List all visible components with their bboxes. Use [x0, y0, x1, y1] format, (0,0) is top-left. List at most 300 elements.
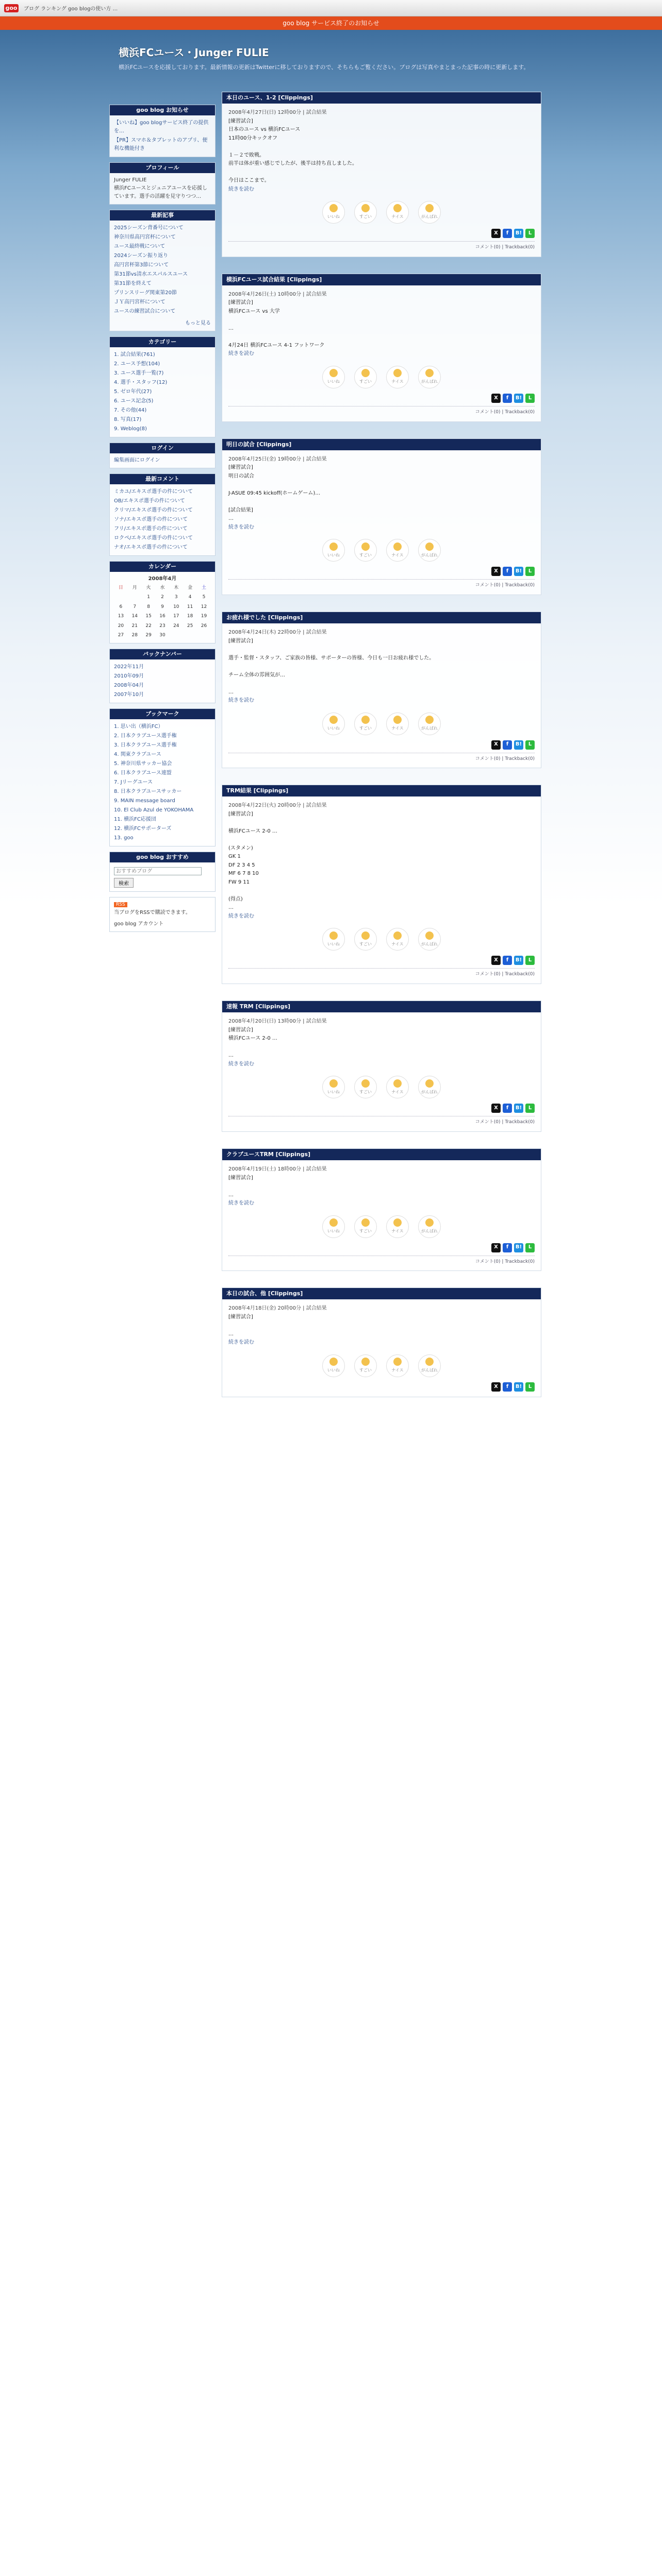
sidebar-link[interactable]: プリンスリーグ関東第20節: [114, 290, 177, 296]
post-text: [練習試合] …: [228, 1314, 253, 1337]
post-meta: 2008年4月19日(土) 18時00分 | 試合結果: [228, 1166, 327, 1173]
reaction-button[interactable]: [354, 928, 377, 951]
reaction-button[interactable]: [354, 1076, 377, 1098]
calendar-box: [109, 561, 216, 643]
reaction-label: ナイス: [391, 941, 404, 946]
line-share-icon[interactable]: L: [525, 740, 535, 750]
calendar-date[interactable]: 7: [133, 604, 137, 609]
hatena-share-icon[interactable]: B!: [514, 1104, 523, 1113]
search-box: [109, 852, 216, 892]
sidebar-link[interactable]: 2007年10月: [114, 692, 144, 698]
reaction-face-icon: [393, 543, 402, 551]
reaction-face-icon: [361, 1218, 370, 1227]
login-box: [109, 443, 216, 468]
blog-description: 横浜FCユースを応援しております。最新情報の更新はTwitterに移しておりますので、そちらもご覧ください。ブログは写真やまとまった記事の時に更新します。: [119, 64, 529, 71]
post-title[interactable]: 横浜FCユース試合結果 [Clippings]: [222, 274, 541, 285]
reaction-face-icon: [361, 716, 370, 724]
share-buttons: [228, 567, 535, 576]
post-footer[interactable]: コメント(0) | Trackback(0): [228, 753, 535, 763]
reaction-face-icon: [393, 204, 402, 212]
sidebar-link[interactable]: 7. その他(44): [114, 408, 147, 413]
search-button[interactable]: 検索: [114, 878, 134, 888]
reaction-label: ナイス: [391, 1228, 404, 1233]
blog-title[interactable]: 横浜FCユース・Junger FULIE: [119, 46, 269, 59]
sidebar-link[interactable]: 1. 試合結果(761): [114, 352, 155, 358]
sidebar-link[interactable]: 6. 日本クラブユース連盟: [114, 770, 172, 776]
reaction-button[interactable]: [354, 1354, 377, 1377]
reaction-label: がんばれ: [421, 552, 438, 557]
line-share-icon[interactable]: L: [525, 567, 535, 576]
calendar-date[interactable]: 20: [118, 623, 124, 629]
reaction-button[interactable]: [354, 366, 377, 388]
reaction-button[interactable]: [386, 713, 409, 735]
read-more-link[interactable]: 続きを読む: [228, 698, 254, 704]
reaction-face-icon: [329, 1218, 338, 1227]
calendar-day-name: 金: [188, 585, 193, 590]
calendar-date[interactable]: 16: [159, 614, 166, 619]
reaction-label: すごい: [359, 379, 372, 384]
reaction-button[interactable]: [322, 1215, 345, 1238]
account-link[interactable]: goo blog アカウント: [114, 921, 164, 927]
post-footer[interactable]: コメント(0) | Trackback(0): [228, 579, 535, 589]
reaction-face-icon: [425, 369, 434, 377]
reaction-label: いいね: [327, 379, 340, 384]
reaction-bar: [228, 713, 535, 735]
reaction-label: すごい: [359, 1228, 372, 1233]
goo-logo[interactable]: goo: [4, 4, 19, 12]
reaction-face-icon: [329, 931, 338, 940]
post-body: [222, 623, 541, 768]
x-share-icon[interactable]: X: [491, 740, 501, 750]
reaction-button[interactable]: [418, 1354, 441, 1377]
reaction-label: いいね: [327, 1228, 340, 1233]
post-title[interactable]: 本日のユース、1-2 [Clippings]: [222, 92, 541, 104]
post-footer[interactable]: コメント(0) | Trackback(0): [228, 241, 535, 251]
post-body: [222, 1299, 541, 1397]
share-buttons: [228, 1382, 535, 1392]
reaction-label: がんばれ: [421, 725, 438, 731]
reaction-label: すごい: [359, 214, 372, 219]
reaction-face-icon: [425, 1358, 434, 1366]
hatena-share-icon[interactable]: B!: [514, 567, 523, 576]
reaction-face-icon: [361, 1079, 370, 1088]
x-share-icon[interactable]: X: [491, 956, 501, 965]
reaction-label: すごい: [359, 941, 372, 946]
calendar-day-name: 火: [146, 585, 151, 590]
reaction-face-icon: [393, 716, 402, 724]
archive-heading: バックナンバー: [110, 649, 215, 659]
sidebar-link[interactable]: 2025シーズン背番号について: [114, 225, 184, 231]
sidebar-link[interactable]: 12. 横浜FCサポーターズ: [114, 826, 172, 832]
reaction-button[interactable]: [418, 366, 441, 388]
reaction-button[interactable]: [322, 928, 345, 951]
hatena-share-icon[interactable]: B!: [514, 956, 523, 965]
calendar-date[interactable]: 24: [173, 623, 179, 629]
reaction-button[interactable]: [322, 713, 345, 735]
reaction-face-icon: [361, 1358, 370, 1366]
reaction-label: がんばれ: [421, 214, 438, 219]
sidebar-link[interactable]: 4. 選手・スタッフ(12): [114, 380, 168, 385]
facebook-share-icon[interactable]: f: [503, 956, 512, 965]
sidebar-link[interactable]: 高円宮杯第3節について: [114, 262, 169, 268]
calendar-date[interactable]: 1: [147, 595, 150, 600]
reaction-label: すごい: [359, 1368, 372, 1373]
sidebar-link[interactable]: 5. 神奈川県サッカー協会: [114, 761, 172, 767]
reaction-face-icon: [425, 1079, 434, 1088]
calendar-day-name: 日: [118, 585, 123, 590]
reaction-button[interactable]: [418, 928, 441, 951]
reaction-label: ナイス: [391, 214, 404, 219]
reaction-bar: [228, 1354, 535, 1377]
reaction-label: ナイス: [391, 552, 404, 557]
calendar-date: [169, 631, 183, 640]
calendar-date[interactable]: 9: [161, 604, 164, 609]
blog-post: [222, 274, 541, 422]
hatena-share-icon[interactable]: B!: [514, 1243, 523, 1252]
calendar-date: [197, 631, 211, 640]
x-share-icon[interactable]: X: [491, 394, 501, 403]
reaction-button[interactable]: [386, 1076, 409, 1098]
reaction-face-icon: [361, 931, 370, 940]
profile-name[interactable]: Junger FULIE: [114, 177, 147, 183]
sidebar-link[interactable]: 8. 日本クラブユースサッカー: [114, 789, 182, 795]
x-share-icon[interactable]: X: [491, 1104, 501, 1113]
post-footer[interactable]: コメント(0) | Trackback(0): [228, 1116, 535, 1126]
archive-box: [109, 649, 216, 703]
rss-icon[interactable]: RSS: [114, 902, 127, 907]
calendar-date[interactable]: 15: [145, 614, 152, 619]
notice-heading: goo blog お知らせ: [110, 105, 215, 115]
post-body: [222, 796, 541, 984]
calendar-date[interactable]: 23: [159, 623, 166, 629]
sidebar-link[interactable]: 9. MAIN message board: [114, 798, 175, 804]
calendar-date[interactable]: 8: [147, 604, 150, 609]
reaction-face-icon: [393, 1218, 402, 1227]
reaction-button[interactable]: [418, 539, 441, 562]
calendar-date[interactable]: 3: [174, 595, 178, 600]
calendar-date[interactable]: 6: [119, 604, 123, 609]
category-list: [110, 347, 215, 437]
profile-heading: プロフィール: [110, 163, 215, 173]
calendar-date[interactable]: 13: [118, 614, 124, 619]
hatena-share-icon[interactable]: B!: [514, 740, 523, 750]
sidebar-link[interactable]: 2022年11月: [114, 664, 144, 670]
calendar-date[interactable]: 4: [188, 595, 192, 600]
reaction-face-icon: [393, 369, 402, 377]
line-share-icon[interactable]: L: [525, 1382, 535, 1392]
hatena-share-icon[interactable]: B!: [514, 394, 523, 403]
sidebar-link[interactable]: ユースの練習試合について: [114, 309, 176, 314]
reaction-button[interactable]: [386, 201, 409, 224]
sidebar-link[interactable]: 2024シーズン振り返り: [114, 253, 168, 259]
facebook-share-icon[interactable]: f: [503, 567, 512, 576]
reaction-label: いいね: [327, 941, 340, 946]
reaction-face-icon: [425, 543, 434, 551]
sidebar-link[interactable]: ミカユ/エキスポ選手の件について: [114, 489, 193, 495]
notice-box: [109, 105, 216, 157]
calendar-date[interactable]: 28: [131, 632, 138, 638]
reaction-bar: [228, 366, 535, 388]
sidebar-link[interactable]: ナオ/エキスポ選手の件について: [114, 545, 188, 550]
read-more-link[interactable]: 続きを読む: [228, 1340, 254, 1346]
post-text: [練習試合] …: [228, 1175, 253, 1198]
reaction-button[interactable]: [418, 713, 441, 735]
sidebar-link[interactable]: 2008年04月: [114, 683, 144, 689]
calendar-heading: カレンダー: [110, 562, 215, 572]
reaction-button[interactable]: [354, 713, 377, 735]
search-input[interactable]: [114, 867, 202, 875]
calendar-date[interactable]: 14: [131, 614, 138, 619]
facebook-share-icon[interactable]: f: [503, 394, 512, 403]
post-meta: 2008年4月18日(金) 20時00分 | 試合結果: [228, 1306, 327, 1312]
reaction-label: がんばれ: [421, 941, 438, 946]
reaction-button[interactable]: [386, 539, 409, 562]
blog-post: [222, 438, 541, 595]
blog-post: [222, 1148, 541, 1271]
calendar-day-name: 木: [174, 585, 179, 590]
reaction-button[interactable]: [354, 201, 377, 224]
comments-list: [110, 484, 215, 555]
calendar-date[interactable]: 19: [201, 614, 207, 619]
recent-more-link[interactable]: もっと見る: [185, 320, 211, 326]
reaction-face-icon: [361, 369, 370, 377]
reaction-label: ナイス: [391, 379, 404, 384]
x-share-icon[interactable]: X: [491, 567, 501, 576]
read-more-link[interactable]: 続きを読む: [228, 186, 254, 192]
facebook-share-icon[interactable]: f: [503, 1243, 512, 1252]
calendar-date[interactable]: 27: [118, 632, 124, 638]
reaction-button[interactable]: [354, 539, 377, 562]
post-meta: 2008年4月20日(日) 13時00分 | 試合結果: [228, 1019, 327, 1025]
blog-post: [222, 92, 541, 257]
reaction-label: ナイス: [391, 1089, 404, 1094]
facebook-share-icon[interactable]: f: [503, 1382, 512, 1392]
post-title[interactable]: 速報 TRM [Clippings]: [222, 1001, 541, 1012]
reaction-face-icon: [393, 1358, 402, 1366]
post-title[interactable]: 本日の試合、他 [Clippings]: [222, 1288, 541, 1299]
post-meta: 2008年4月25日(金) 19時00分 | 試合結果: [228, 456, 327, 462]
calendar-date[interactable]: 17: [173, 614, 179, 619]
reaction-button[interactable]: [322, 201, 345, 224]
bookmark-heading: ブックマーク: [110, 709, 215, 719]
reaction-button[interactable]: [354, 1215, 377, 1238]
sidebar-link[interactable]: 【PR】スマホ＆タブレットのアプリ、便利な機能付き: [114, 138, 208, 151]
post-body: [222, 450, 541, 595]
sidebar: [109, 105, 216, 937]
x-share-icon[interactable]: X: [491, 229, 501, 238]
reaction-label: いいね: [327, 725, 340, 731]
calendar-date[interactable]: 2: [161, 595, 164, 600]
sidebar-link[interactable]: 5. ゼロ年代(27): [114, 389, 152, 395]
sidebar-link[interactable]: ロクペ/エキスポ選手の件について: [114, 535, 193, 541]
sidebar-link[interactable]: OB/エキスポ選手の件について: [114, 498, 185, 504]
reaction-button[interactable]: [386, 1354, 409, 1377]
x-share-icon[interactable]: X: [491, 1382, 501, 1392]
blog-page: [109, 30, 541, 2576]
reaction-button[interactable]: [322, 1354, 345, 1377]
post-footer[interactable]: コメント(0) | Trackback(0): [228, 1256, 535, 1266]
reaction-face-icon: [329, 204, 338, 212]
sidebar-link[interactable]: フリ/エキスポ選手の件について: [114, 526, 188, 532]
reaction-label: いいね: [327, 552, 340, 557]
sidebar-link[interactable]: クリマ/エキスポ選手の件について: [114, 507, 193, 513]
reaction-button[interactable]: [322, 539, 345, 562]
read-more-link[interactable]: 続きを読む: [228, 1200, 254, 1207]
post-meta: 2008年4月26日(土) 10時00分 | 試合結果: [228, 291, 327, 297]
facebook-share-icon[interactable]: f: [503, 740, 512, 750]
sidebar-link[interactable]: 【いいね】goo blogサービス終了の提供を…: [114, 120, 209, 134]
calendar-date[interactable]: 10: [173, 604, 179, 609]
reaction-face-icon: [393, 1079, 402, 1088]
reaction-label: ナイス: [391, 725, 404, 731]
blog-post: [222, 612, 541, 768]
reaction-face-icon: [361, 204, 370, 212]
hatena-share-icon[interactable]: B!: [514, 1382, 523, 1392]
calendar-date[interactable]: 11: [187, 604, 193, 609]
reaction-button[interactable]: [418, 1076, 441, 1098]
reaction-button[interactable]: [322, 1076, 345, 1098]
profile-box: [109, 162, 216, 205]
reaction-face-icon: [329, 369, 338, 377]
sidebar-link[interactable]: 13. goo: [114, 835, 134, 841]
profile-text: 横浜FCユースとジュニアユースを応援しています。選手の活躍を見守りつつ…: [114, 185, 208, 199]
post-title[interactable]: TRM結果 [Clippings]: [222, 785, 541, 796]
reaction-button[interactable]: [386, 366, 409, 388]
sidebar-link[interactable]: 11. 横浜FC応援団: [114, 817, 156, 823]
sidebar-link[interactable]: 8. 写真(17): [114, 417, 142, 422]
reaction-face-icon: [329, 1358, 338, 1366]
read-more-link[interactable]: 続きを読む: [228, 351, 254, 357]
calendar-date[interactable]: 5: [202, 595, 206, 600]
rss-text: 当ブログをRSSで購読できます。: [114, 910, 191, 916]
calendar-date: [128, 592, 142, 602]
hatena-share-icon[interactable]: B!: [514, 229, 523, 238]
read-more-link[interactable]: 続きを読む: [228, 1061, 254, 1067]
calendar-date[interactable]: 21: [131, 623, 138, 629]
post-footer[interactable]: コメント(0) | Trackback(0): [228, 406, 535, 416]
comments-heading: 最新コメント: [110, 474, 215, 484]
reaction-button[interactable]: [386, 928, 409, 951]
recent-posts-heading: 最新記事: [110, 210, 215, 221]
post-title[interactable]: 明日の試合 [Clippings]: [222, 439, 541, 450]
line-share-icon[interactable]: L: [525, 1243, 535, 1252]
reaction-label: がんばれ: [421, 1228, 438, 1233]
calendar-date[interactable]: 26: [201, 623, 207, 629]
sidebar-link[interactable]: 9. Weblog(8): [114, 426, 147, 432]
reaction-label: すごい: [359, 1089, 372, 1094]
sidebar-link[interactable]: 2. 日本クラブユース選手権: [114, 733, 177, 739]
line-share-icon[interactable]: L: [525, 394, 535, 403]
reaction-label: すごい: [359, 552, 372, 557]
login-link[interactable]: 編集画面にログイン: [114, 457, 160, 463]
facebook-share-icon[interactable]: f: [503, 1104, 512, 1113]
sidebar-link[interactable]: 6. ユース記念(5): [114, 398, 154, 404]
bookmark-list: [110, 719, 215, 846]
reaction-button[interactable]: [322, 366, 345, 388]
post-meta: 2008年4月22日(火) 20時00分 | 試合結果: [228, 803, 327, 809]
sidebar-link[interactable]: ソナ/エキスポ選手の件について: [114, 517, 188, 522]
post-text: [練習試合] 日本のユース vs 横浜FCユース 11時00分キックオフ １－２で敗戦。 前半は体が重い感じでしたが、後半は持ち直しました。 今日はここまで。: [228, 118, 357, 183]
read-more-link[interactable]: 続きを読む: [228, 913, 254, 919]
reaction-face-icon: [329, 543, 338, 551]
sidebar-link[interactable]: 2. ユース予想(104): [114, 361, 160, 367]
post-meta: 2008年4月27日(日) 12時00分 | 試合結果: [228, 110, 327, 115]
post-text: [練習試合] 横浜FCユース vs 大学 … 4月24日 横浜FCユース 4-1 フットワーク: [228, 300, 325, 348]
share-buttons: [228, 1104, 535, 1113]
sidebar-link[interactable]: 神奈川県高円宮杯について: [114, 234, 176, 240]
reaction-face-icon: [425, 716, 434, 724]
line-share-icon[interactable]: L: [525, 229, 535, 238]
post-body: [222, 1160, 541, 1270]
sidebar-link[interactable]: 第31節を終えて: [114, 281, 152, 286]
reaction-bar: [228, 1215, 535, 1238]
notice-list: [110, 115, 215, 157]
sidebar-link[interactable]: ユース最終戦について: [114, 244, 166, 249]
top-bar: [0, 0, 662, 16]
reaction-button[interactable]: [418, 1215, 441, 1238]
reaction-face-icon: [393, 931, 402, 940]
blog-post: [222, 1001, 541, 1132]
post-footer[interactable]: コメント(0) | Trackback(0): [228, 968, 535, 978]
sidebar-link[interactable]: 1. 思い出（横浜FC）: [114, 724, 163, 730]
reaction-label: いいね: [327, 214, 340, 219]
sidebar-link[interactable]: 4. 関東クラブユース: [114, 752, 161, 758]
sidebar-link[interactable]: 2010年09月: [114, 673, 144, 680]
calendar-date[interactable]: 25: [187, 623, 193, 629]
reaction-label: いいね: [327, 1368, 340, 1373]
sidebar-link[interactable]: 10. El Club Azul de YOKOHAMA: [114, 807, 194, 814]
reaction-face-icon: [425, 931, 434, 940]
search-heading: goo blog おすすめ: [110, 852, 215, 862]
comments-box: [109, 473, 216, 556]
post-title[interactable]: お疲れ様でした [Clippings]: [222, 612, 541, 623]
calendar-date[interactable]: 18: [187, 614, 193, 619]
reaction-face-icon: [425, 204, 434, 212]
calendar-date[interactable]: 12: [201, 604, 207, 609]
read-more-link[interactable]: 続きを読む: [228, 524, 254, 530]
service-end-banner[interactable]: goo blog サービス終了のお知らせ: [0, 16, 662, 30]
category-box: [109, 336, 216, 437]
sidebar-link[interactable]: 7. Jリーグユース: [114, 779, 153, 786]
line-share-icon[interactable]: L: [525, 1104, 535, 1113]
reaction-label: がんばれ: [421, 1368, 438, 1373]
reaction-button[interactable]: [386, 1215, 409, 1238]
top-links[interactable]: ブログ ランキング goo blogの使い方 ...: [24, 6, 118, 12]
blog-post: [222, 785, 541, 984]
post-meta: 2008年4月24日(木) 22時00分 | 試合結果: [228, 630, 327, 636]
facebook-share-icon[interactable]: f: [503, 229, 512, 238]
post-title[interactable]: クラブユースTRM [Clippings]: [222, 1149, 541, 1160]
calendar-table: [114, 583, 211, 640]
sidebar-link[interactable]: 第31節vs清水エスパルスユース: [114, 272, 188, 277]
x-share-icon[interactable]: X: [491, 1243, 501, 1252]
reaction-bar: [228, 1076, 535, 1098]
sidebar-link[interactable]: ＪＹ高円宮杯について: [114, 299, 166, 305]
sidebar-link[interactable]: 3. ユース選手一覧(7): [114, 370, 164, 376]
bookmark-box: [109, 708, 216, 846]
share-buttons: [228, 1243, 535, 1252]
sidebar-link[interactable]: 3. 日本クラブユース選手権: [114, 742, 177, 749]
reaction-face-icon: [329, 1079, 338, 1088]
reaction-face-icon: [361, 543, 370, 551]
calendar-date[interactable]: 30: [159, 632, 166, 638]
calendar-date[interactable]: 29: [145, 632, 152, 638]
calendar-date[interactable]: 22: [145, 623, 152, 629]
line-share-icon[interactable]: L: [525, 956, 535, 965]
reaction-button[interactable]: [418, 201, 441, 224]
post-body: [222, 104, 541, 257]
reaction-label: がんばれ: [421, 1089, 438, 1094]
